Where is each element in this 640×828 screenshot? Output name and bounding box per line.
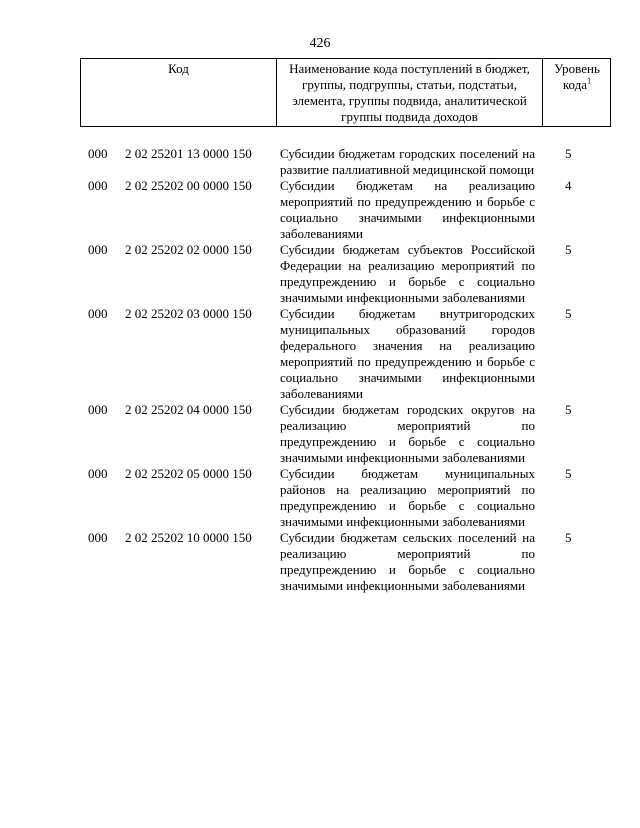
table-row <box>80 306 611 402</box>
row-admin-code: 000 <box>88 146 108 161</box>
row-name: Субсидии бюджетам сельских поселений на реализацию мероприятий по предупреждению и борьбе с социально значимыми инфекционными заболеваниями <box>280 530 535 593</box>
header-code-label: Код <box>168 61 189 76</box>
row-name: Субсидии бюджетам муниципальных районов на реализацию мероприятий по предупреждению и борьбе с социально значимыми инфекционными заболеваниями <box>280 466 535 529</box>
header-name <box>277 59 543 126</box>
row-name: Субсидии бюджетам субъектов Российской Федерации на реализацию мероприятий по предупреждению и борьбе с социально значимыми инфекционными заболеваниями <box>280 242 535 305</box>
row-budget-code: 2 02 25202 03 0000 150 <box>125 306 252 321</box>
table-row <box>80 242 611 306</box>
table-row <box>80 178 611 242</box>
table-row <box>80 402 611 466</box>
table-row <box>80 530 611 594</box>
row-level: 4 <box>565 178 572 193</box>
row-level: 5 <box>565 242 572 257</box>
row-name: Субсидии бюджетам городских округов на реализацию мероприятий по предупреждению и борьбе с социально значимыми инфекционными заболеваниями <box>280 402 535 465</box>
page-number: 426 <box>309 36 331 51</box>
table-row <box>80 146 611 178</box>
row-name: Субсидии бюджетам на реализацию мероприятий по предупреждению и борьбе с социально значимыми инфекционными заболеваниями <box>280 178 535 241</box>
row-level: 5 <box>565 402 572 417</box>
row-budget-code: 2 02 25202 10 0000 150 <box>125 530 252 545</box>
row-budget-code: 2 02 25202 05 0000 150 <box>125 466 252 481</box>
header-name-label: Наименование кода поступлений в бюджет, группы, подгруппы, статьи, подстатьи, элемента, группы подвида, аналитической группы подвида доходов <box>289 61 530 124</box>
header-level <box>543 59 611 126</box>
header-code <box>81 59 277 126</box>
row-name: Субсидии бюджетам внутригородских муниципальных образований городов федерального значения на реализацию мероприятий по предупреждению и борьбе с социально значимыми инфекционными заболеваниями <box>280 306 535 401</box>
row-admin-code: 000 <box>88 178 108 193</box>
row-admin-code: 000 <box>88 242 108 257</box>
row-level: 5 <box>565 306 572 321</box>
row-level: 5 <box>565 466 572 481</box>
row-admin-code: 000 <box>88 306 108 321</box>
table-row <box>80 466 611 530</box>
row-level: 5 <box>565 530 572 545</box>
footnote-marker: 1 <box>587 76 592 86</box>
row-budget-code: 2 02 25202 02 0000 150 <box>125 242 252 257</box>
row-name: Субсидии бюджетам городских поселений на развитие паллиативной медицинской помощи <box>280 146 535 177</box>
row-admin-code: 000 <box>88 466 108 481</box>
row-admin-code: 000 <box>88 402 108 417</box>
row-budget-code: 2 02 25201 13 0000 150 <box>125 146 252 161</box>
row-level: 5 <box>565 146 572 161</box>
table-header <box>80 58 611 127</box>
row-budget-code: 2 02 25202 00 0000 150 <box>125 178 252 193</box>
header-level-label: Уровень кода <box>554 61 600 92</box>
row-admin-code: 000 <box>88 530 108 545</box>
table-body <box>80 146 611 594</box>
row-budget-code: 2 02 25202 04 0000 150 <box>125 402 252 417</box>
